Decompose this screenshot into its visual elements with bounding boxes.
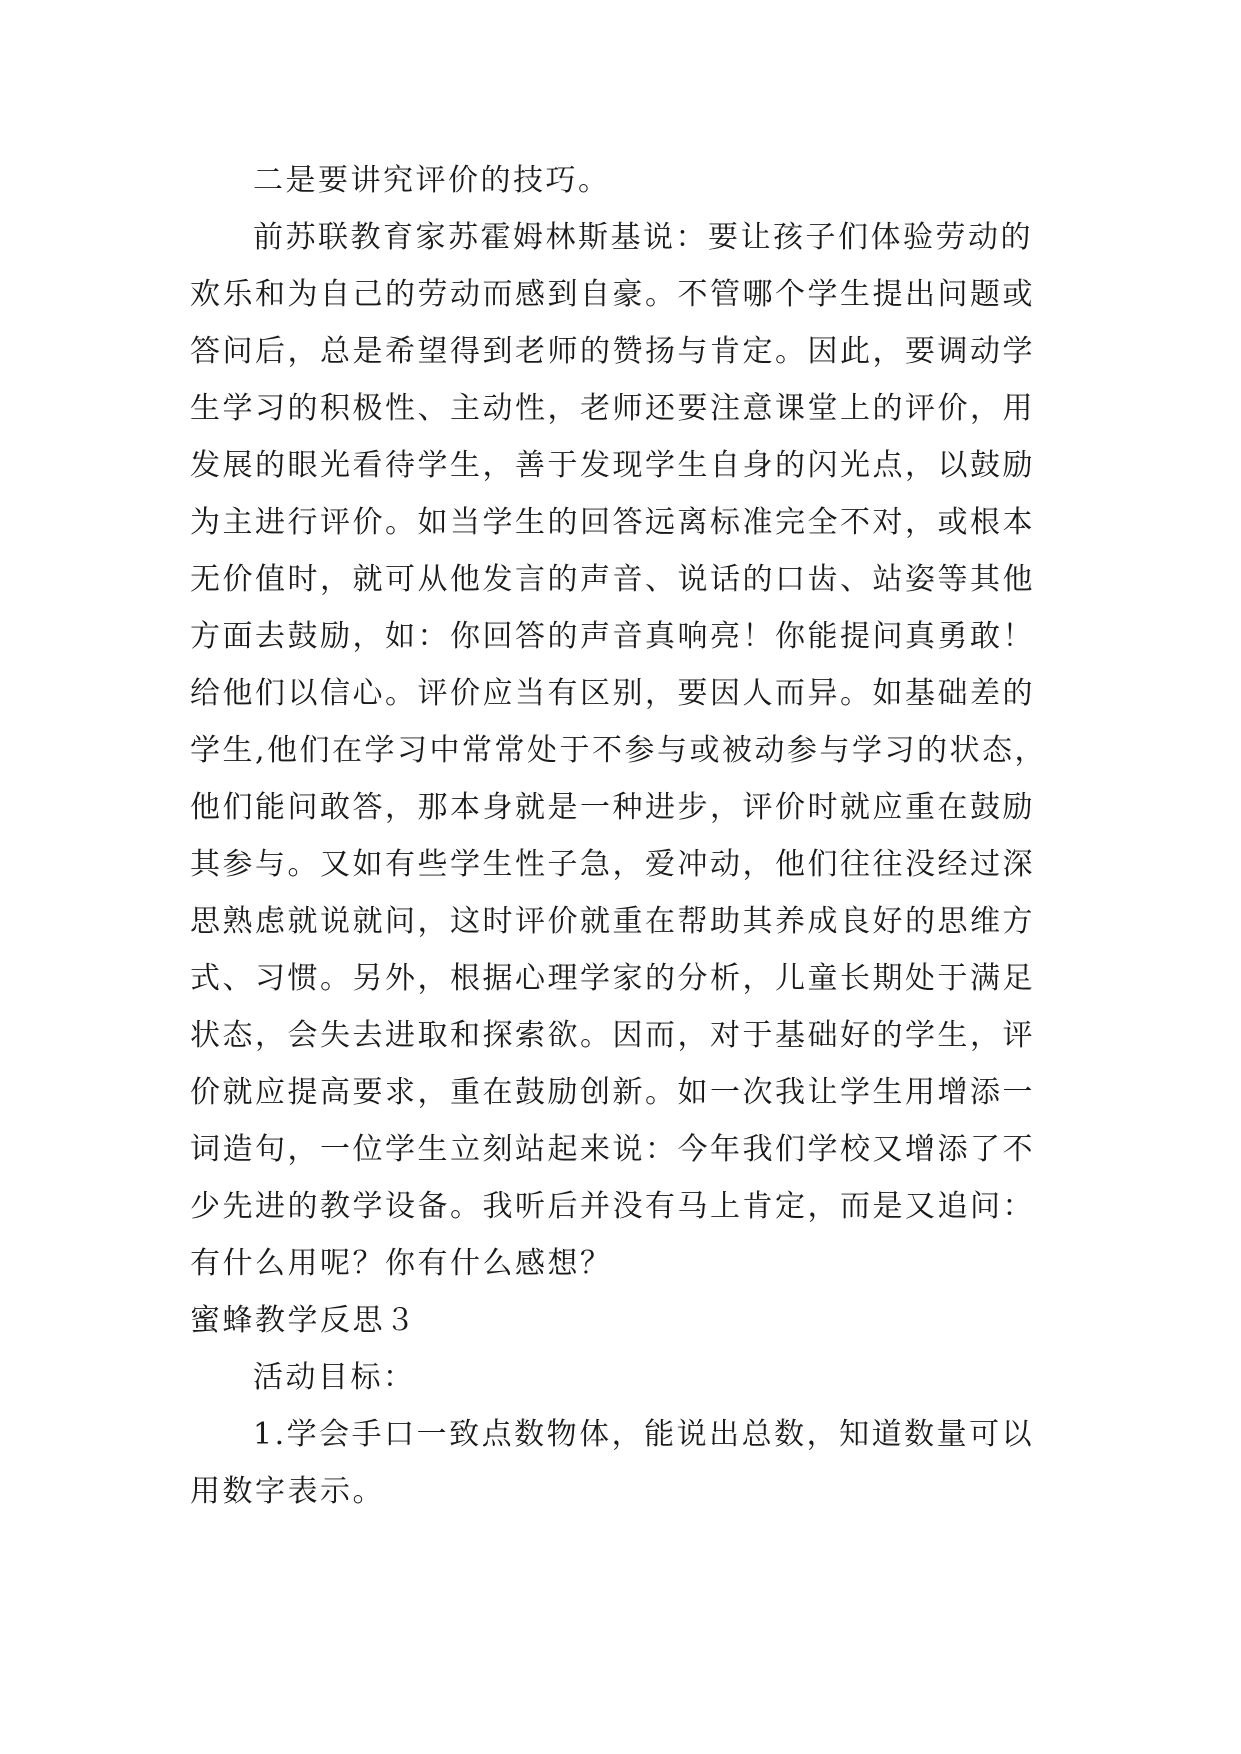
paragraph-line: 欢乐和为自己的劳动而感到自豪。不管哪个学生提出问题或 xyxy=(190,277,1035,312)
paragraph-line: 词造句，一位学生立刻站起来说：今年我们学校又增添了不 xyxy=(190,1132,1035,1167)
section-title: 蜜蜂教学反思３ xyxy=(190,1303,418,1338)
paragraph-line: 给他们以信心。评价应当有区别，要因人而异。如基础差的 xyxy=(190,676,1035,711)
paragraph-line: 前苏联教育家苏霍姆林斯基说：要让孩子们体验劳动的 xyxy=(253,220,1033,255)
paragraph-line: 思熟虑就说就问，这时评价就重在帮助其养成良好的思维方 xyxy=(190,904,1035,939)
goal-item-line: 1.学会手口一致点数物体，能说出总数，知道数量可以 xyxy=(253,1417,1035,1452)
paragraph-line: 无价值时，就可从他发言的声音、说话的口齿、站姿等其他 xyxy=(190,562,1035,597)
paragraph-line: 他们能问敢答，那本身就是一种进步，评价时就应重在鼓励 xyxy=(190,790,1035,825)
goal-item-line: 用数字表示。 xyxy=(190,1474,385,1509)
paragraph-line: 生学习的积极性、主动性，老师还要注意课堂上的评价，用 xyxy=(190,391,1035,426)
paragraph-line: 价就应提高要求，重在鼓励创新。如一次我让学生用增添一 xyxy=(190,1075,1035,1110)
document-body xyxy=(190,152,1060,1520)
paragraph-heading-line: 二是要讲究评价的技巧。 xyxy=(253,163,611,198)
paragraph-line: 状态，会失去进取和探索欲。因而，对于基础好的学生，评 xyxy=(190,1018,1035,1053)
paragraph-line: 式、习惯。另外，根据心理学家的分析，儿童长期处于满足 xyxy=(190,961,1035,996)
paragraph-line: 方面去鼓励，如：你回答的声音真响亮！你能提问真勇敢！ xyxy=(190,619,1035,654)
activity-goals-heading: 活动目标： xyxy=(253,1360,416,1395)
paragraph-line: 答问后，总是希望得到老师的赞扬与肯定。因此，要调动学 xyxy=(190,334,1035,369)
paragraph-line: 其参与。又如有些学生性子急，爱冲动，他们往往没经过深 xyxy=(190,847,1035,882)
paragraph-line: 为主进行评价。如当学生的回答远离标准完全不对，或根本 xyxy=(190,505,1035,540)
paragraph-line: 有什么用呢？你有什么感想？ xyxy=(190,1246,613,1281)
paragraph-line: 发展的眼光看待学生，善于发现学生自身的闪光点，以鼓励 xyxy=(190,448,1035,483)
paragraph-line: 少先进的教学设备。我听后并没有马上肯定，而是又追问： xyxy=(190,1189,1035,1224)
paragraph-line: 学生,他们在学习中常常处于不参与或被动参与学习的状态， xyxy=(190,733,1048,768)
